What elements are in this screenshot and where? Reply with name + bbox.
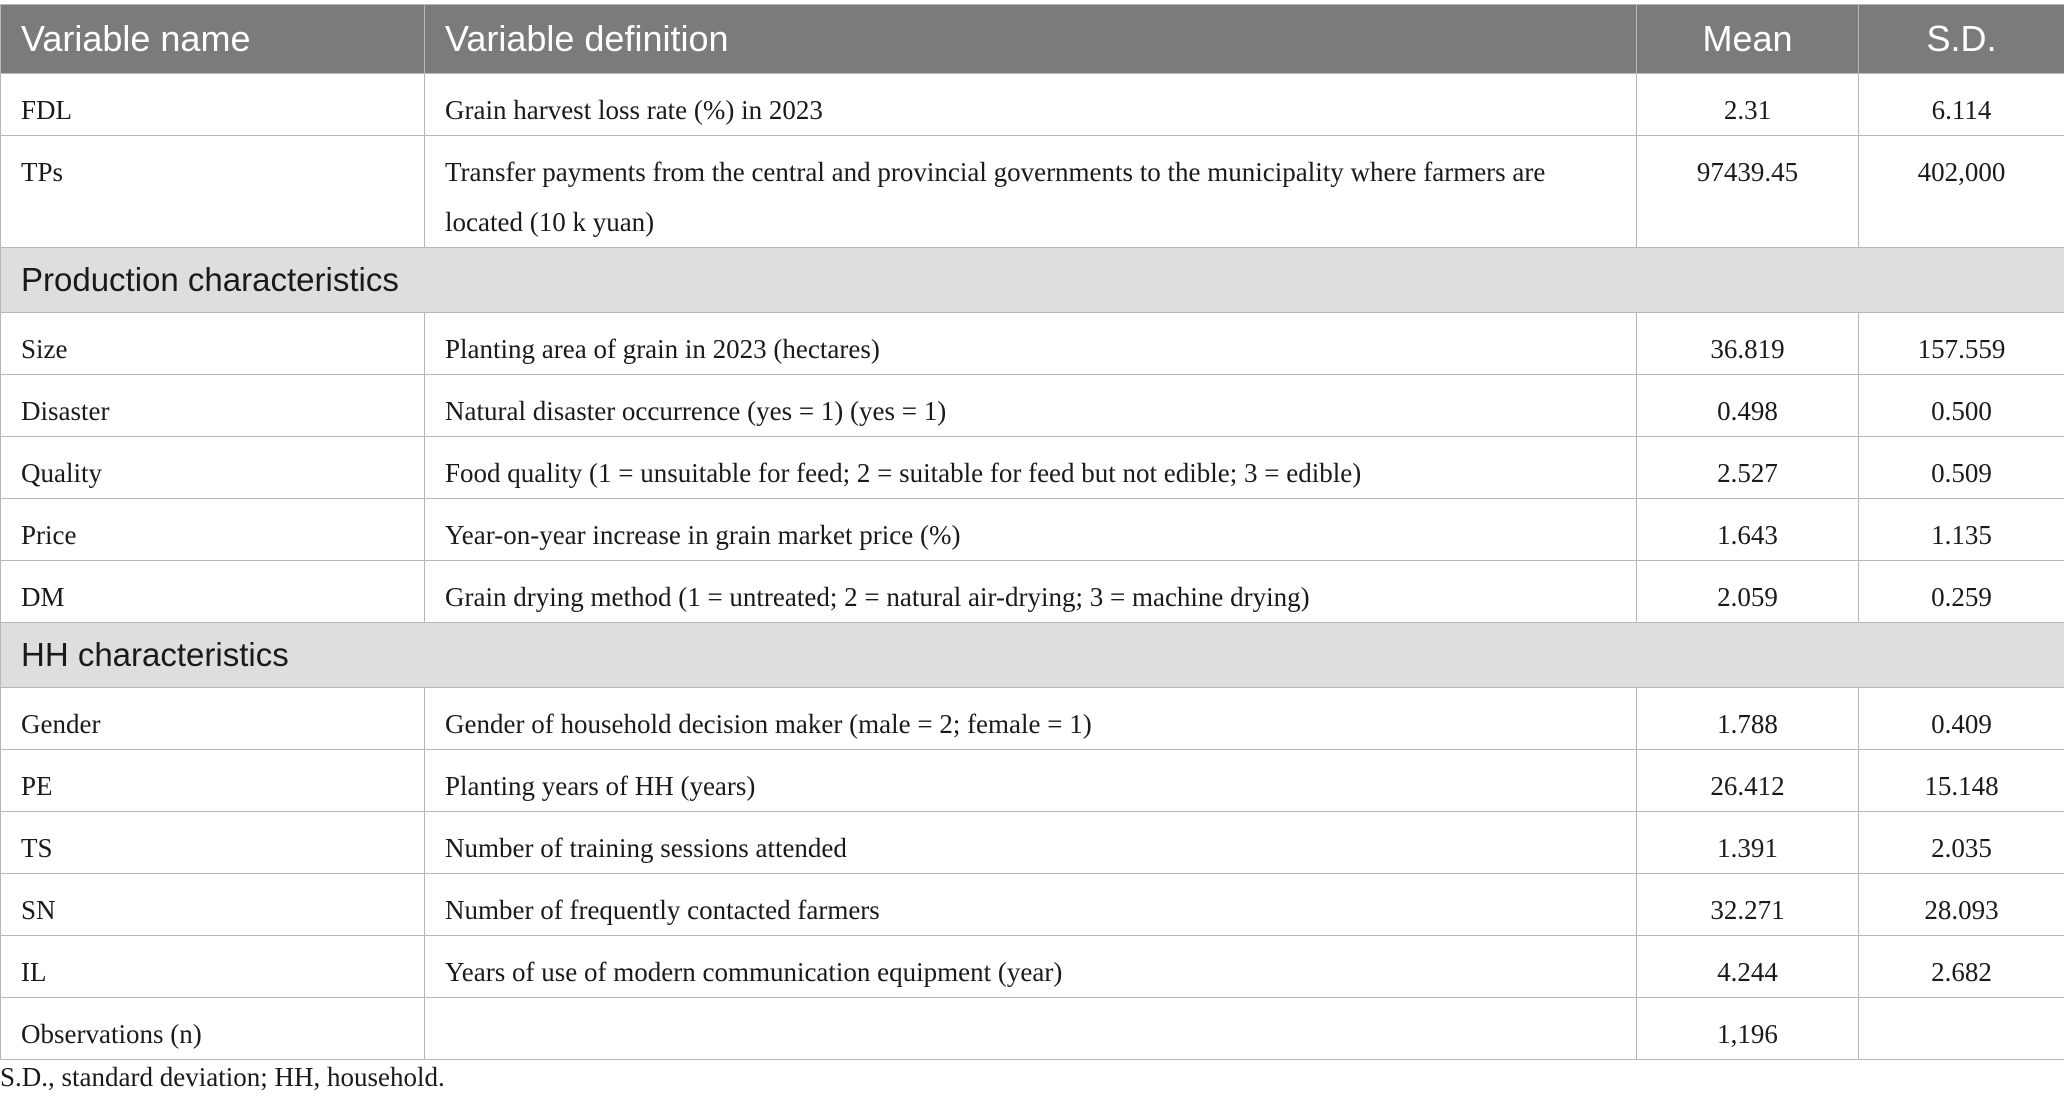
table-row — [1, 750, 2064, 812]
cell-name: Disaster — [1, 375, 425, 437]
table-row — [1, 313, 2064, 375]
cell-sd: 2.682 — [1859, 936, 2064, 998]
cell-mean: 2.527 — [1637, 437, 1859, 499]
cell-mean: 2.31 — [1637, 74, 1859, 136]
cell-definition: Transfer payments from the central and provincial governments to the municipality where farmers are located (10 k yuan) — [425, 136, 1637, 248]
table-row — [1, 437, 2064, 499]
table-row — [1, 561, 2064, 623]
cell-name: IL — [1, 936, 425, 998]
cell-mean: 4.244 — [1637, 936, 1859, 998]
cell-sd: 157.559 — [1859, 313, 2064, 375]
cell-name: Quality — [1, 437, 425, 499]
cell-mean: 1,196 — [1637, 998, 1859, 1060]
variable-table-container — [0, 4, 2064, 1060]
cell-mean: 97439.45 — [1637, 136, 1859, 248]
cell-sd: 2.035 — [1859, 812, 2064, 874]
cell-name: Size — [1, 313, 425, 375]
cell-sd: 6.114 — [1859, 74, 2064, 136]
table-row — [1, 874, 2064, 936]
table-row — [1, 812, 2064, 874]
cell-definition: Year-on-year increase in grain market price (%) — [425, 499, 1637, 561]
cell-definition: Number of frequently contacted farmers — [425, 874, 1637, 936]
cell-sd: 402,000 — [1859, 136, 2064, 248]
cell-sd: 1.135 — [1859, 499, 2064, 561]
cell-mean: 1.643 — [1637, 499, 1859, 561]
cell-sd: 0.509 — [1859, 437, 2064, 499]
cell-mean: 32.271 — [1637, 874, 1859, 936]
header-mean: Mean — [1637, 5, 1859, 74]
cell-name: SN — [1, 874, 425, 936]
cell-definition: Number of training sessions attended — [425, 812, 1637, 874]
cell-mean: 1.788 — [1637, 688, 1859, 750]
table-row — [1, 998, 2064, 1060]
cell-definition — [425, 998, 1637, 1060]
cell-sd: 0.409 — [1859, 688, 2064, 750]
table-row — [1, 74, 2064, 136]
cell-definition: Planting area of grain in 2023 (hectares) — [425, 313, 1637, 375]
cell-mean: 1.391 — [1637, 812, 1859, 874]
table-row — [1, 136, 2064, 248]
section-row-production — [1, 248, 2064, 313]
cell-definition: Years of use of modern communication equipment (year) — [425, 936, 1637, 998]
cell-name: Observations (n) — [1, 998, 425, 1060]
cell-name: PE — [1, 750, 425, 812]
table-body — [1, 74, 2064, 1060]
cell-name: FDL — [1, 74, 425, 136]
variable-table — [0, 4, 2064, 1060]
cell-name: TPs — [1, 136, 425, 248]
table-footnote: S.D., standard deviation; HH, household. — [0, 1062, 445, 1092]
cell-definition: Food quality (1 = unsuitable for feed; 2 = suitable for feed but not edible; 3 = edible) — [425, 437, 1637, 499]
section-heading: HH characteristics — [1, 623, 2064, 688]
cell-sd: 15.148 — [1859, 750, 2064, 812]
cell-definition: Planting years of HH (years) — [425, 750, 1637, 812]
cell-sd: 0.259 — [1859, 561, 2064, 623]
cell-definition: Grain drying method (1 = untreated; 2 = natural air-drying; 3 = machine drying) — [425, 561, 1637, 623]
table-row — [1, 936, 2064, 998]
cell-name: DM — [1, 561, 425, 623]
cell-mean: 36.819 — [1637, 313, 1859, 375]
header-row — [1, 5, 2064, 74]
header-variable-name: Variable name — [1, 5, 425, 74]
cell-definition: Gender of household decision maker (male = 2; female = 1) — [425, 688, 1637, 750]
table-row — [1, 688, 2064, 750]
table-header — [1, 5, 2064, 74]
section-row-hh — [1, 623, 2064, 688]
cell-sd — [1859, 998, 2064, 1060]
cell-definition: Grain harvest loss rate (%) in 2023 — [425, 74, 1637, 136]
table-row — [1, 375, 2064, 437]
cell-name: TS — [1, 812, 425, 874]
section-heading: Production characteristics — [1, 248, 2064, 313]
cell-mean: 26.412 — [1637, 750, 1859, 812]
cell-name: Price — [1, 499, 425, 561]
cell-mean: 2.059 — [1637, 561, 1859, 623]
header-variable-definition: Variable definition — [425, 5, 1637, 74]
cell-sd: 28.093 — [1859, 874, 2064, 936]
cell-mean: 0.498 — [1637, 375, 1859, 437]
cell-definition: Natural disaster occurrence (yes = 1) (yes = 1) — [425, 375, 1637, 437]
cell-sd: 0.500 — [1859, 375, 2064, 437]
cell-name: Gender — [1, 688, 425, 750]
header-sd: S.D. — [1859, 5, 2064, 74]
table-row — [1, 499, 2064, 561]
